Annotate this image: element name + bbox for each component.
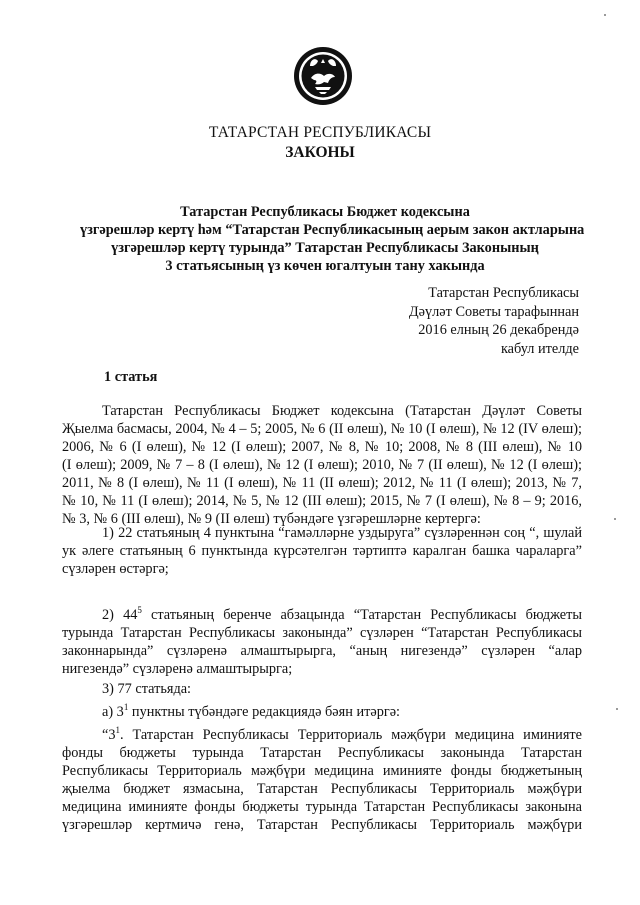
title-line: Татарстан Республикасы Бюджет кодексына [180,204,470,220]
text-line: № 3, № 6 (III өлеш), № 9 (II өлеш) түбәндәге үзгәрешләрне кертергә: [62,511,481,527]
title-line: үзгәрешләр кертү турында” Татарстан Республикасы Законының [111,240,539,256]
republic-heading: ТАТАРСТАН РЕСПУБЛИКАСЫ [208,124,432,141]
text-line: Татарстан Республикасы Бюджет кодексына (Татарстан Дәүләт Советы [102,403,582,419]
text-line: ук әлеге статьяның 6 пунктында күрсәтелгән тәртиптә каралган башка чараларга” [62,543,582,559]
law-heading: ЗАКОНЫ [285,144,355,161]
text-line: “$3^1$. Татарстан Республикасы Территориаль мәҗбүри медицина иминияте [102,724,582,743]
adoption-line: Татарстан Республикасы [428,285,579,301]
adoption-line: кабул ителде [500,340,579,357]
scan-speck [614,518,616,520]
text-line: медицина иминияте фонды бюджеты турында Татарстан Республикасы законына [62,798,582,815]
text-line: фонды бюджеты турында Татарстан Республикасы законында Татарстан [62,744,582,761]
text-line: Җыелма басмасы, 2004, № 4 – 5; 2005, № 6 (II өлеш), № 10 (I өлеш), № 12 (IV өлеш); [62,421,582,437]
scan-speck [604,14,606,16]
text-line: 3) 77 статьяда: [102,681,192,697]
paragraph-item-2 [62,601,582,678]
title-line: үзгәрешләр кертү һәм “Татарстан Республикасының аерым закон актларына [80,222,585,238]
text-line: үзгәрешләр кертмичә генә, Татарстан Республикасы Территориаль мәҗбүри [62,816,582,833]
paragraph-item-1 [62,524,582,578]
title-line: 3 статьясының үз көчен югалтуын тану хакында [165,258,485,274]
text-line: № 10, № 11 (I өлеш); 2014, № 5, № 12 (III өлеш); 2015, № 7 (I өлеш), № 8 – 9; 2016, [62,493,582,509]
text-line: 1) 22 статьяның 4 пунктына “гамәлләрне уздыруга” сүзләреннән соң “, шулай [102,525,582,541]
scan-speck [616,708,618,710]
adoption-block [409,284,579,358]
text-line: (I өлеш); 2009, № 7 – 8 (I өлеш), № 12 (I өлеш); 2010, № 7 (II өлеш), № 12 (I өлеш); [62,457,582,473]
text-line: 2006, № 6 (I өлеш), № 12 (I өлеш); 2007, № 8, № 10; 2008, № 8 (III өлеш), № 10 [62,439,582,455]
text-line: 2) $44^5$ статьяның беренче абзацында “Татарстан Республикасы бюджеты [102,605,582,623]
text-line: сүзләрен өстәргә; [62,561,169,577]
adoption-line: Дәүләт Советы тарафыннан [408,303,579,320]
text-line: 2011, № 8 (I өлеш), № 11 (I өлеш), № 11 (II өлеш); 2012, № 11 (I өлеш); 2013, № 7, [62,475,582,491]
emblem-icon [293,46,353,106]
text-line: җыелма бюджет язмасына, Татарстан Республикасы Территориаль мәҗбүри [62,780,582,797]
paragraph-amendment-intro [62,402,582,528]
text-line: Республикасы Территориаль мәҗбүри медицина иминияте фонды бюджетының [62,762,582,779]
article-title: 1 статья [104,369,158,385]
text-line: законнарында” сүзләренә алмаштырырга, “аның нигезендә” сүзләрен “алар [62,642,582,659]
text-line: а) $3^1$ пунктны түбәндәге редакциядә бәян итәргә: [102,702,401,720]
text-line: турында Татарстан Республикасы законында” сүзләрен “Татарстан Республикасы [62,624,582,641]
law-title [80,203,585,275]
paragraph-item-3 [62,680,582,834]
text-line: нигезендә” сүзләренә алмаштырырга; [62,660,293,677]
adoption-line: 2016 елның 26 декабрендә [418,322,579,338]
